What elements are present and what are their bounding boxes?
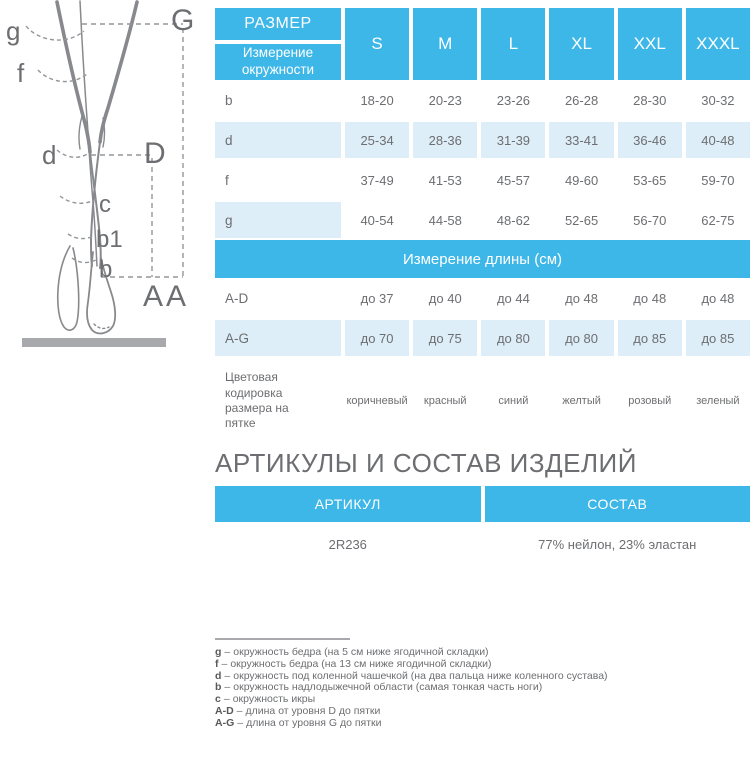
legend-item-a-g — [215, 718, 750, 730]
size-header-cell: РАЗМЕР — [215, 8, 341, 40]
table-row-b — [215, 80, 750, 120]
heel-color-cell: зеленый — [696, 395, 740, 407]
size-col-xxxl: XXXL — [686, 8, 750, 80]
articles-table-row — [215, 532, 750, 556]
value-cell: 33-41 — [549, 120, 613, 160]
value-cell: 30-32 — [701, 92, 735, 108]
value-cell: 28-36 — [413, 120, 477, 160]
value-cell: до 48 — [701, 290, 735, 306]
value-cell: до 44 — [496, 290, 530, 306]
value-cell: до 48 — [565, 290, 599, 306]
value-cell: 20-23 — [428, 92, 462, 108]
circumference-header-cell: Измерение окружности — [215, 44, 341, 80]
legend-dash: – — [237, 716, 244, 729]
header-left-column — [215, 8, 341, 80]
value-cell: до 75 — [413, 318, 477, 358]
heel-color-cell: розовый — [628, 395, 672, 407]
row-label — [215, 358, 341, 444]
composition-value: 77% нейлон, 23% эластан — [538, 536, 697, 552]
value-cell: 25-34 — [345, 120, 409, 160]
legend-dash: – — [223, 693, 230, 706]
value-cell: 44-58 — [428, 212, 462, 228]
legend-dash: – — [224, 669, 231, 682]
label-G: G — [171, 4, 195, 37]
row-label: A-D — [225, 290, 249, 306]
legend-term: d — [215, 669, 222, 682]
label-b1: b1 — [96, 226, 123, 253]
legend-term: g — [215, 646, 222, 658]
legend-text: окружность бедра (на 13 см ниже ягодичной складки) — [230, 657, 492, 670]
label-g: g — [6, 16, 21, 46]
value-cell: до 37 — [360, 290, 394, 306]
legend-text: длина от уровня G до пятки — [246, 716, 382, 729]
size-col-xl: XL — [549, 8, 613, 80]
composition-column-header: СОСТАВ — [485, 486, 750, 522]
value-cell: 28-30 — [633, 92, 667, 108]
value-cell: 36-46 — [618, 120, 682, 160]
label-d: d — [42, 140, 57, 170]
color-coding-label: Цветовая кодировка размера на пятке — [225, 370, 289, 431]
size-table-section — [215, 8, 750, 556]
table-row-g — [215, 200, 750, 240]
article-column-header: АРТИКУЛ — [215, 486, 481, 522]
size-col-s: S — [345, 8, 409, 80]
legend-term: c — [215, 693, 221, 706]
table-row-a-g — [215, 318, 750, 358]
value-cell: 26-28 — [564, 92, 599, 108]
length-measurement-band: Измерение длины (см) — [215, 240, 750, 278]
circumference-dashed-arcs — [26, 26, 96, 263]
label-AA: AA — [143, 280, 190, 313]
value-cell: 59-70 — [701, 172, 735, 188]
article-value: 2R236 — [328, 536, 367, 552]
value-cell: до 40 — [428, 290, 462, 306]
value-cell: 52-65 — [564, 212, 599, 228]
legend-term: f — [215, 657, 219, 670]
value-cell: 31-39 — [481, 120, 545, 160]
heel-color-cell: синий — [498, 395, 529, 407]
measurement-legend — [215, 638, 750, 730]
label-D: D — [144, 137, 166, 170]
size-col-xxl: XXL — [618, 8, 682, 80]
value-cell: 48-62 — [496, 212, 531, 228]
legend-dash: – — [236, 704, 243, 717]
value-cell: до 85 — [686, 318, 750, 358]
value-cell: 40-48 — [686, 120, 750, 160]
value-cell: 53-65 — [633, 172, 667, 188]
value-cell: 56-70 — [633, 212, 667, 228]
table-row-f — [215, 160, 750, 200]
articles-table-header — [215, 486, 750, 522]
value-cell: до 80 — [481, 318, 545, 358]
leg-outlines — [57, 1, 137, 333]
value-cell: 18-20 — [360, 92, 394, 108]
row-label: A-G — [215, 318, 341, 358]
value-cell: 62-75 — [701, 212, 735, 228]
legend-text: окружность икры — [232, 693, 316, 706]
table-row-color-coding — [215, 358, 750, 444]
value-cell: до 48 — [633, 290, 667, 306]
row-label: f — [225, 172, 229, 188]
value-cell: 41-53 — [428, 172, 462, 188]
legend-text: окружность надлодыжечной области (самая тонкая часть ноги) — [233, 681, 543, 694]
value-cell: 37-49 — [360, 172, 394, 188]
articles-section-title: АРТИКУЛЫ И СОСТАВ ИЗДЕЛИЙ — [215, 448, 637, 478]
legend-dash: – — [224, 646, 231, 658]
value-cell: до 70 — [345, 318, 409, 358]
value-cell: 49-60 — [564, 172, 599, 188]
size-table-header — [215, 8, 750, 80]
size-col-l: L — [481, 8, 545, 80]
diagram-labels — [6, 4, 194, 313]
legend-text: окружность под коленной чашечкой (на два пальца ниже коленного сустава) — [233, 669, 608, 682]
table-row-d — [215, 120, 750, 160]
legend-text: окружность бедра (на 5 см ниже ягодичной складки) — [233, 646, 489, 658]
legend-term: b — [215, 681, 222, 694]
row-label: b — [225, 92, 233, 108]
floor-bar — [22, 338, 166, 347]
legend-separator-line — [215, 638, 350, 640]
row-label: d — [215, 120, 341, 160]
legend-dash: – — [224, 681, 231, 694]
heel-color-cell: коричневый — [346, 395, 408, 407]
value-cell: 23-26 — [496, 92, 531, 108]
legend-term: A-D — [215, 704, 234, 717]
label-b: b — [99, 256, 113, 283]
heel-color-cell: красный — [423, 395, 467, 407]
legend-term: A-G — [215, 716, 235, 729]
legend-text: длина от уровня D до пятки — [245, 704, 381, 717]
size-col-m: M — [413, 8, 477, 80]
label-f: f — [17, 58, 25, 88]
row-label: g — [215, 200, 341, 240]
legend-dash: – — [221, 657, 228, 670]
label-c: c — [99, 191, 111, 218]
heel-color-cell: желтый — [562, 395, 601, 407]
leg-measurement-diagram — [0, 0, 212, 362]
value-cell: 45-57 — [496, 172, 531, 188]
table-row-a-d — [215, 278, 750, 318]
value-cell: до 85 — [618, 318, 682, 358]
value-cell: 40-54 — [360, 212, 394, 228]
value-cell: до 80 — [549, 318, 613, 358]
